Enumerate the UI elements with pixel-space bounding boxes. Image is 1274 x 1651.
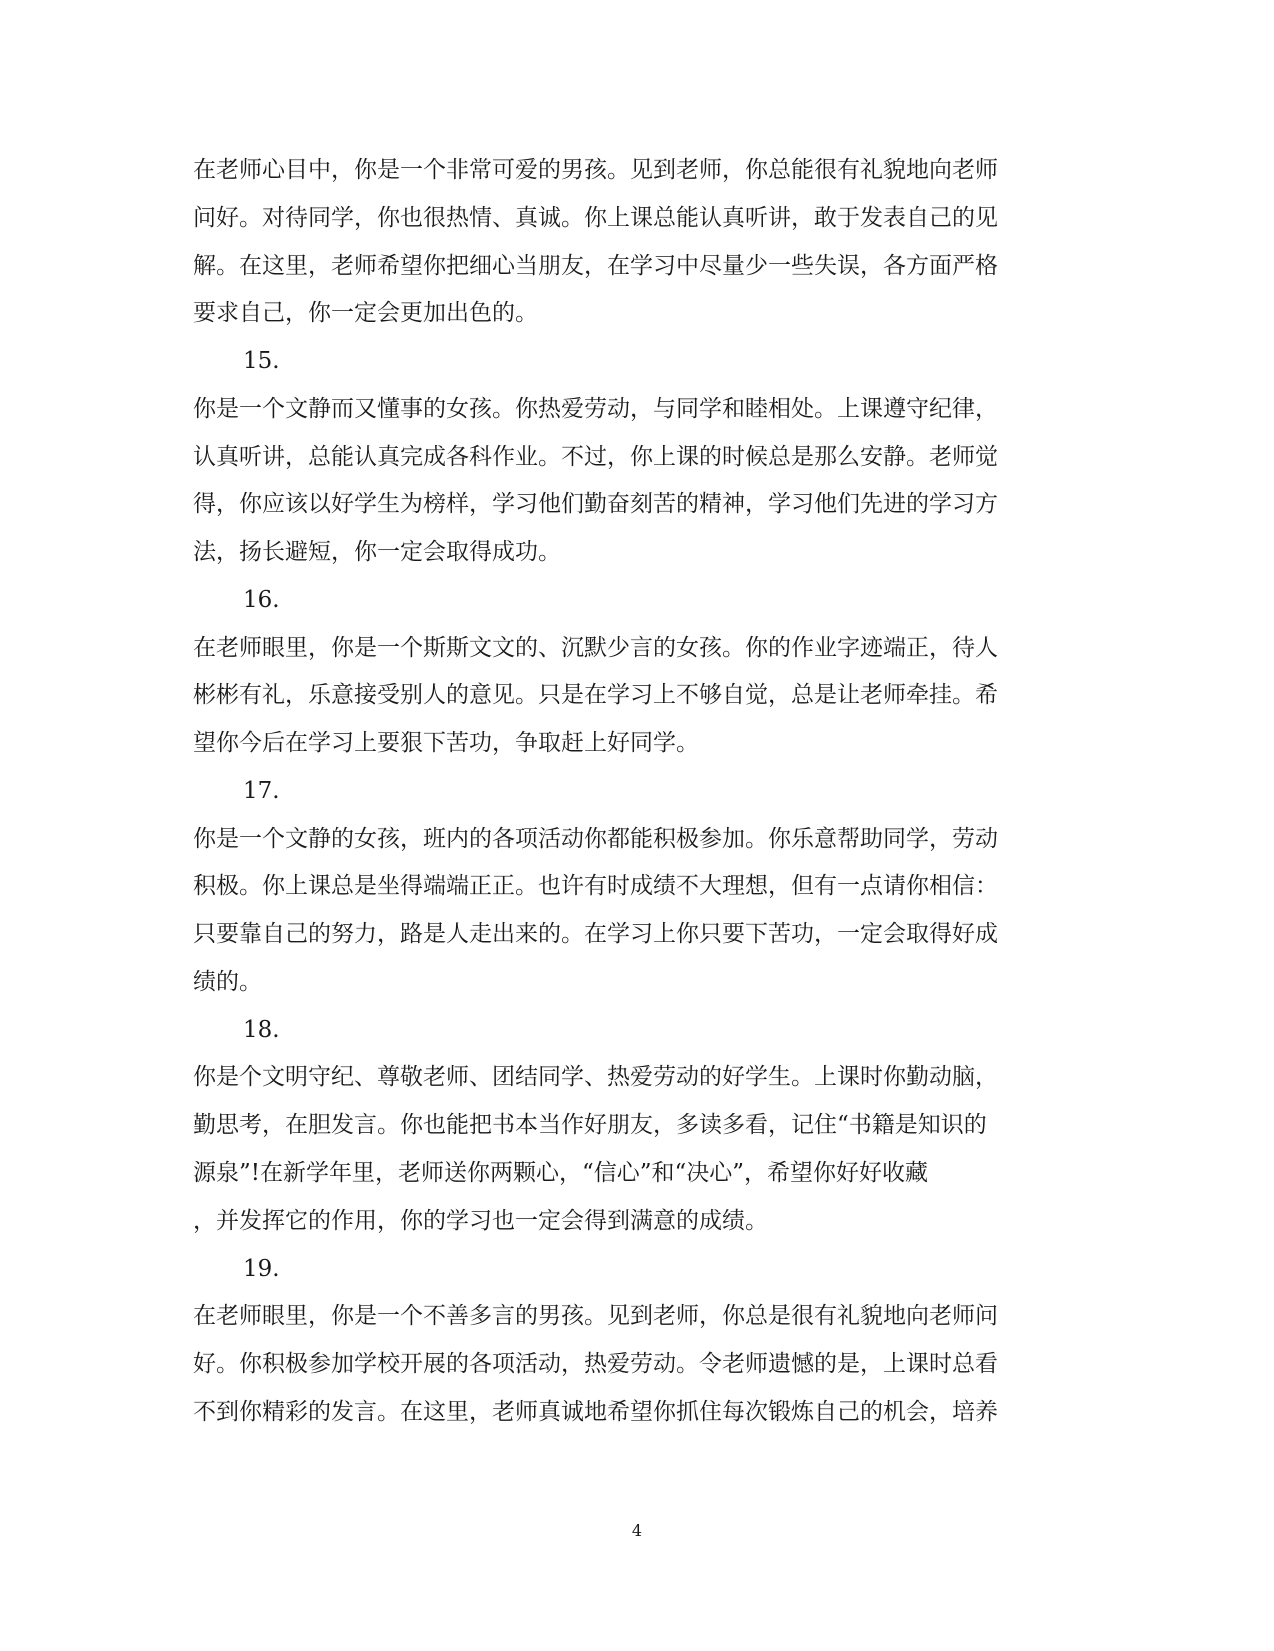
paragraph-line: 你是个文明守纪、尊敬老师、团结同学、热爱劳动的好学生。上课时你勤动脑， (193, 1064, 998, 1090)
paragraph-line: 源泉”!在新学年里，老师送你两颗心，“信心”和“决心”，希望你好好收藏 (193, 1160, 929, 1186)
paragraph-line: 不到你精彩的发言。在这里，老师真诚地希望你抓住每次锻炼自己的机会，培养 (193, 1399, 998, 1425)
paragraph-line: 在老师眼里，你是一个斯斯文文的、沉默少言的女孩。你的作业字迹端正，待人 (193, 635, 998, 661)
item-number: 16. (243, 587, 280, 613)
paragraph-line: 解。在这里，老师希望你把细心当朋友，在学习中尽量少一些失误，各方面严格 (193, 253, 998, 279)
paragraph-line: 在老师心目中，你是一个非常可爱的男孩。见到老师，你总能很有礼貌地向老师 (193, 157, 998, 183)
paragraph-line: 绩的。 (193, 969, 262, 995)
item-number: 17. (243, 778, 280, 804)
item-number: 18. (243, 1017, 280, 1043)
paragraph-line: 认真听讲，总能认真完成各科作业。不过，你上课的时候总是那么安静。老师觉 (193, 444, 998, 470)
paragraph-line: ，并发挥它的作用，你的学习也一定会得到满意的成绩。 (193, 1208, 768, 1234)
page-number: 4 (631, 1521, 643, 1540)
paragraph-line: 在老师眼里，你是一个不善多言的男孩。见到老师，你总是很有礼貌地向老师问 (193, 1303, 998, 1329)
paragraph-line: 问好。对待同学，你也很热情、真诚。你上课总能认真听讲，敢于发表自己的见 (193, 205, 998, 231)
paragraph-line: 好。你积极参加学校开展的各项活动，热爱劳动。令老师遗憾的是，上课时总看 (193, 1351, 998, 1377)
paragraph-line: 法，扬长避短，你一定会取得成功。 (193, 539, 561, 565)
paragraph-line: 要求自己，你一定会更加出色的。 (193, 300, 538, 326)
paragraph-line: 得，你应该以好学生为榜样，学习他们勤奋刻苦的精神，学习他们先进的学习方 (193, 491, 998, 517)
paragraph-line: 勤思考，在胆发言。你也能把书本当作好朋友，多读多看，记住“书籍是知识的 (193, 1112, 987, 1138)
paragraph-line: 积极。你上课总是坐得端端正正。也许有时成绩不大理想，但有一点请你相信： (193, 873, 998, 899)
paragraph-line: 只要靠自己的努力，路是人走出来的。在学习上你只要下苦功，一定会取得好成 (193, 921, 998, 947)
paragraph-line: 你是一个文静而又懂事的女孩。你热爱劳动，与同学和睦相处。上课遵守纪律， (193, 396, 998, 422)
item-number: 19. (243, 1256, 280, 1282)
paragraph-line: 彬彬有礼，乐意接受别人的意见。只是在学习上不够自觉，总是让老师牵挂。希 (193, 682, 998, 708)
item-number: 15. (243, 348, 280, 374)
paragraph-line: 你是一个文静的女孩，班内的各项活动你都能积极参加。你乐意帮助同学，劳动 (193, 826, 998, 852)
paragraph-line: 望你今后在学习上要狠下苦功，争取赶上好同学。 (193, 730, 699, 756)
